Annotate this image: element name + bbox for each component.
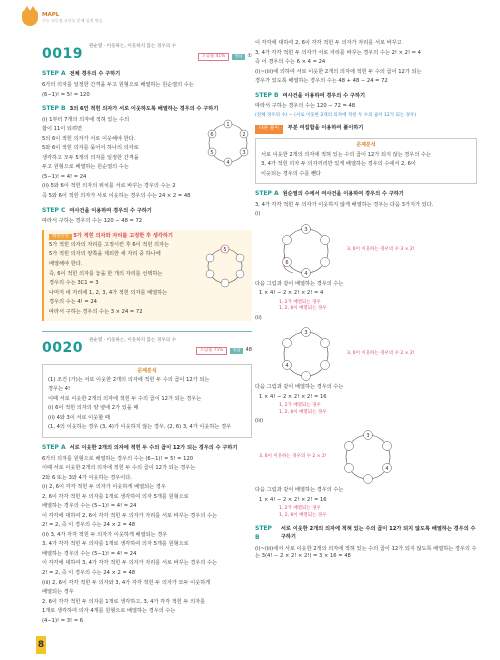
text: 다음 그림과 같이 배열하는 경우의 수는 [255,384,344,390]
text: 2와 6 또는 3와 4가 이웃하는 경우이다. [42,474,132,481]
other-solution-tag: 다른 풀이 [255,125,283,134]
svg-text:6: 6 [285,259,289,266]
caption: 3, 6이 이웃하는 경우의 수 2 × 2! [347,350,415,356]
text: 두고 원형으로 배열하는 원순열의 수는 [42,164,129,171]
text: 3, 4가 각각 적힌 두 의자가 이웃하지 않게 배열하는 경우는 다음 3가지가 있다. [255,201,434,208]
page-header [22,10,102,26]
text-line: 5가 적힌 의자의 자리를 고정시킨 후 6이 적힌 의자는 [49,241,170,248]
text-line: (1, 4의 이웃하는 경우 (3, 4)가 이웃하지 않는 경우, (2, 6) 3, 4가 이웃하는 경우 [48,424,232,431]
text-line: 경우는 4! [48,386,71,393]
equation: (5−1)! = 4! = 24 [42,173,87,180]
svg-text:5: 5 [210,149,214,156]
text-line: 2, 6이 각각 적힌 두 의자를 1개로 생각하고, 3, 4가 각각 적힌 두 의자를 [42,598,206,605]
text-line: 2! = 2, 즉 이 경우의 수는 24 × 2 = 48 [42,570,136,576]
text: 6가의 의자를 일정한 간격을 두고 원형으로 배열하는 원순열의 수는 [42,81,194,88]
text-line: 5가 적힌 의자의 양쪽을 제외한 세 자리 중 하나에 [49,251,161,258]
brand: MAPL 수능 고득점 고난도 문제 실전 연습 [42,12,103,23]
circle-diagram-2 [203,242,247,290]
hexagon-diagram-2 [271,324,341,384]
text-line: 즉 이 경우의 수는 6 × 4 = 24 [255,59,326,66]
text: 5와 6이 적힌 의자를 묶어서 하나의 의자로 [42,145,139,152]
text-line: 배열되는 경우 [42,589,74,596]
problem-19-header [42,44,252,64]
text: (i) 1부터 7개의 의자에 적혀 있는 수의 [42,116,130,123]
caption: 1, 2가 배열되는 경우 [279,506,321,512]
equation: 1 × 4! − 2 × 2! × 2! = 16 [259,393,327,400]
text: 이때 서로 이웃한 2개의 의자에 적힌 두 수의 곱이 12가 되는 경우는 [42,465,196,472]
case-label: (ii) [255,314,262,321]
caption: 1, 2, 6이 배열되는 경우 [279,306,327,312]
analysis-box: 문제분석 서로 이웃한 2개의 의자에 적혀 있는 수의 곱이 12가 되지 않는 경우의 수는 3, 4가 적힌 의자 두 의자끼리만 있게 배열하는 경우의 수에서 2, 6이 이웃되는 경우의 수를 뺀다 [255,138,477,184]
case-label: (iii) [255,418,264,425]
text-line: 이 각각에 대하여 3, 4가 각각 적힌 두 의자가 자리를 서로 바꾸는 경우의 수는 [42,560,218,567]
problem-tags: 원순열 · 이웃하는, 이웃하지 않는 경우의 수 [88,338,177,344]
note-box: 해설특강 5가 적힌 의자와 자리를 고정한 후 생각하기 5가 적힌 의자의 자리를 고정시킨 후 6이 적힌 의자는 5가 적힌 의자의 양쪽을 제외한 세 자리 중 하나에 배열해야 한다. 즉, 6이 적힌 의자를 놓을 한 개의 자리를 선택하는 경우의 수는 3C1 = 3 나머지 네 자리에 1, 2, 3, 4가 적힌 의자를 배열하는 경우의 수는 4! = 24 따라서 구하는 경우의 수는 3 × 24 = 72 5 [42,230,252,321]
wrong-rate: 오답률 75% [196,347,227,355]
problem-number: 0020 [42,340,83,357]
problem-20-header [42,338,252,358]
text: (i)~(iii)에서 서로 이웃한 2개의 의자에 적혀 있는 수의 곱이 12가 되지 않도록 배열하는 경우의 수는 3(4! − 2 × 2! × 2!) = 3 × 16 = 48 [255,545,477,560]
right-column [255,40,477,563]
svg-text:3: 3 [366,433,370,440]
text-line: 따라서 구하는 경우의 수는 3 × 24 = 72 [49,308,143,315]
text-line: 2, 6이 각각 적힌 두 의자를 1개로 생각하여 의자 5개를 원형으로 [42,493,189,500]
text-line: 1개로 생각하여 의자 4개를 원형으로 배열하는 경우의 수는 [42,608,176,615]
text-line: 이웃되는 경우의 수를 뺀다 [261,170,322,177]
svg-text:4: 4 [304,270,308,277]
text-line: 나머지 네 자리에 1, 2, 3, 4가 적힌 의자를 배열하는 [49,289,168,296]
text: 즉 5와 6이 적힌 의자가 서로 이웃하는 경우의 수는 24 × 2 = 48 [42,192,191,199]
step-a: STEP A 전체 경우의 수 구하기 [42,70,121,78]
text-line: 3, 4가 각각 적힌 두 의자를 1개로 생각하여 의자 5개를 원형으로 [42,541,189,548]
svg-text:3: 3 [242,149,246,156]
step-b: STEP B 여사건을 이용하여 경우의 수 구하기 [255,91,365,99]
step-a: STEP A 원순열의 수에서 여사건을 이용하여 경우의 수 구하기 [255,190,404,198]
text-line: 이 각각에 대하여 2, 6이 각각 적힌 두 의자가 자리를 서로 바꾸고 [255,40,402,46]
text: (ii) 5와 6이 적힌 의자의 위치를 서로 바꾸는 경우의 수는 2 [42,183,176,190]
text-line: 배열하는 경우의 수는 (5−1)! = 4! = 24 [42,550,137,557]
text-line: 3, 4가 각각 적힌 두 의자가 서로 자리를 바꾸는 경우의 수는 2! × 2! = 4 [255,49,421,56]
text: 따라서 구하는 경우의 수는 120 − 48 = 72 [42,218,143,225]
text-line: 이때 서로 이웃한 2개의 의자에 적힌 두 수의 곱이 12가 되는 경우는 [48,395,202,402]
text-line: 3, 4가 적힌 의자 두 의자끼리만 있게 배열하는 경우의 수에서 2, 6이 [261,161,416,168]
answer-value: ① [247,53,252,60]
svg-text:1: 1 [226,121,230,128]
text: 생각하고 모두 5개의 의자를 일정한 간격을 [42,154,139,161]
problem-tags: 원순열 · 이웃하는, 이웃하지 않는 경우의 수 [88,44,177,49]
equation: 1 × 4! − 2 × 2! × 2! = 16 [259,496,327,503]
page-number: 8 [36,636,46,654]
case-label: (i) [255,211,261,218]
caption: 1, 2가 배열되는 경우 [279,403,321,409]
caption: 1, 2가 배열되는 경우 [279,299,321,305]
text-line: (i) 6이 적힌 의자의 양 옆에 2가 있을 때 [48,405,139,412]
caption: 3, 6이 이웃하는 경우의 수 3 × 2! [347,247,415,253]
svg-text:2: 2 [242,131,246,138]
caption: 1, 2, 6이 배열되는 경우 [279,512,327,518]
step-b: STEP B 서로 이웃한 2개의 의자에 적혀 있는 수의 곱이 12가 되지 않도록 배열하는 경우의 수 구하기 [255,525,476,542]
svg-text:4: 4 [226,159,230,166]
text-line: (i)~(iii)에 의하여 서로 이웃한 2개의 의자에 적힌 두 수의 곱이 12가 되는 [255,68,422,75]
answer-label: 정답 [234,53,243,59]
other-solution-title: 부분 여집합을 이용하여 풀이하기 [287,125,364,132]
fox-mascot-icon [22,10,38,26]
hexagon-diagram-1 [271,221,341,281]
text: 다음 그림과 같이 배열하는 경우의 수는 [255,280,344,287]
text-line: (1) 조건 (가)는 서로 이웃한 2개의 의자에 적힌 두 수의 곱이 12가 되는 [48,376,210,383]
text-line: 이 각각에 대하여 2, 6이 각각 적힌 두 의자가 자리를 서로 바꾸는 경우의 수는 [42,512,218,519]
hexagon-diagram-3 [333,427,403,487]
text-line: (ii) 4와 3이 서로 이웃할 때 [48,414,110,421]
text-line: 경우의 수는 3C1 = 3 [49,280,99,287]
note: (전체 경우의 수) − (서로 이웃한 2개의 의자에 적힌 두 수의 곱이 12가 되는 경우) [255,112,417,118]
text-line: 2! = 2, 즉 이 경우의 수는 24 × 2 = 48 [42,522,136,529]
circle-diagram-1 [204,117,252,169]
problem-number: 0019 [42,46,83,62]
analysis-box: 문제분석 (1) 조건 (가)는 서로 이웃한 2개의 의자에 적힌 두 수의 곱이 12가 되는 경우는 4! 이때 서로 이웃한 2개의 의자에 적힌 두 수의 곱이 12가 되는 경우는 (i) 6이 적힌 의자의 양 옆에 2가 있을 때 (ii) 4와 3이 서로 이웃할 때 (1, 4의 이웃하는 경우 (3, 4)가 이웃하지 않는 경우, (2, 6) 3, 4가 이웃하는 경우 [42,364,252,438]
caption: 3, 6이 이웃하는 경우의 수 2 × 2! [259,454,327,460]
answer-value: 48 [245,347,252,354]
svg-text:5: 5 [223,246,227,253]
equation: 1 × 4! − 2 × 2! × 2! = 4 [259,290,324,297]
text-line: 배열하는 경우의 수는 (5−1)! = 4! = 24 [42,503,137,510]
step-b: STEP B 3의 6인 적힌 의자가 서로 이웃하도록 배열하는 경우의 수 구하기 [42,105,219,113]
text: 다음 그림과 같이 배열하는 경우의 수는 [255,487,344,494]
svg-text:3: 3 [304,226,308,233]
svg-text:6: 6 [210,131,214,138]
text-line: 서로 이웃한 2개의 의자에 적혀 있는 수의 곱이 12가 되지 않는 경우의 수는 [261,151,432,158]
text: 합이 11이 되려면 [42,126,82,133]
text-line: (ii) 3, 4가 각각 적힌 두 의자가 이웃하게 배열되는 경우 [42,531,168,538]
text: 따라서 구하는 경우의 수는 120 − 72 = 48 [255,103,356,110]
text: 5의 6이 적힌 의자가 서로 이웃해야 한다. [42,135,136,142]
text-line: 경우의 수는 4! = 24 [49,299,97,306]
svg-text:3: 3 [304,330,308,336]
step-a: STEP A 서로 이웃한 2개의 의자에 적힌 두 수의 곱이 12가 되는 경우의 수 구하기 [42,443,238,451]
equation: (6−1)! = 5! = 120 [42,91,90,98]
text-line: 즉, 6이 적힌 의자를 놓을 한 개의 자리를 선택하는 [49,270,163,277]
answer-label: 정답 [232,347,241,353]
text-line: 배열해야 한다. [49,261,83,268]
step-c: STEP C 여사건을 이용하여 경우의 수 구하기 [42,206,152,214]
wrong-rate: 오답률 41% [198,53,229,61]
text-line: 경우가 있도록 배열하는 경우의 수는 48 + 48 − 24 = 72 [255,78,388,85]
text: 6가의 의자를 원형으로 배열하는 경우의 수는 (6−1)! = 5! = 120 [42,455,194,462]
svg-text:4: 4 [285,363,289,369]
svg-text:4: 4 [385,466,389,473]
caption: 1, 2, 6이 배열되는 경우 [279,409,327,415]
text-line: (i) 2, 6이 각각 적힌 두 의자가 이웃하게 배열되는 경우 [42,484,166,491]
text-line: (4−1)! = 3! = 6 [42,617,84,624]
text-line: (iii) 2, 6이 각각 적힌 두 의자와 3, 4가 각각 적힌 두 의자가 모두 이웃하게 [42,579,211,586]
left-column [42,44,252,627]
